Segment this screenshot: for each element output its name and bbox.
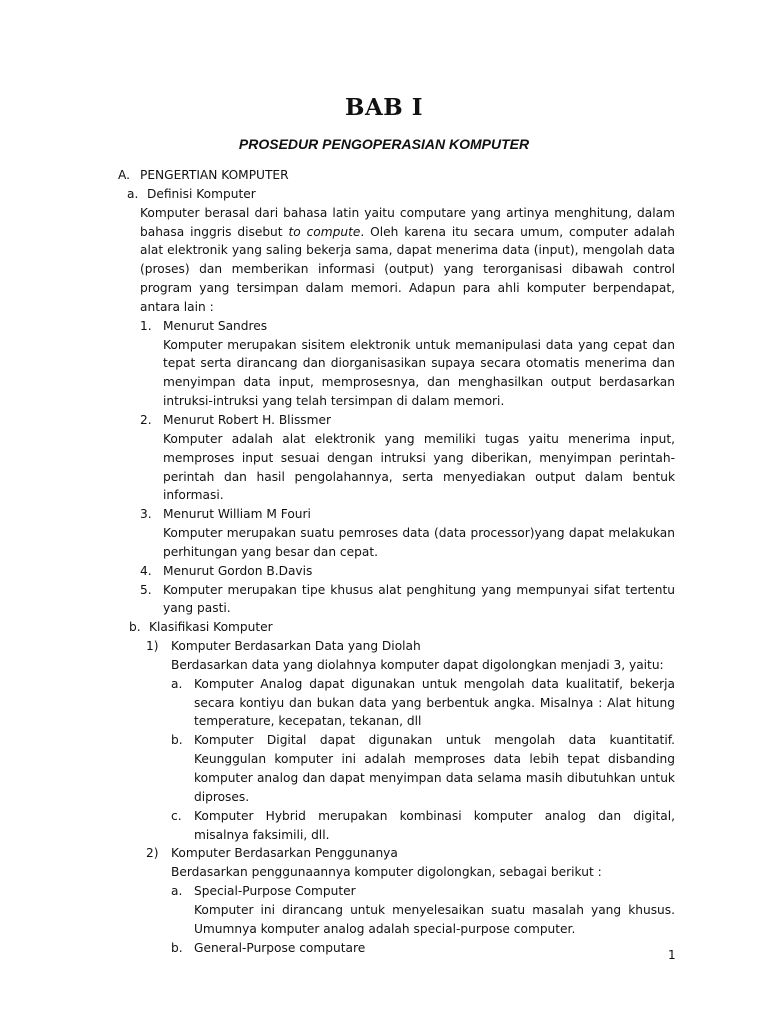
definition-paragraph <box>140 204 675 317</box>
entry-title: Special-Purpose Computer <box>194 884 356 899</box>
entry-title: General-Purpose computare <box>194 940 366 955</box>
expert-name: Menurut William M Fouri <box>163 507 311 522</box>
classification-intro: Berdasarkan penggunaannya komputer digolongkan, sebagai berikut : <box>171 865 602 880</box>
entry-text: Komputer Hybrid merupakan kombinasi komputer analog dan digital, misalnya faksimili, dll. <box>194 808 675 842</box>
expert-item <box>0 562 768 581</box>
subsection-b-marker: b. <box>129 620 141 635</box>
expert-number: 3. <box>140 507 152 522</box>
expert-item <box>0 411 768 505</box>
entry-marker: c. <box>171 808 182 823</box>
subsection-a-marker: a. <box>127 186 139 201</box>
chapter-title: PROSEDUR PENGOPERASIAN KOMPUTER <box>238 136 530 152</box>
classification-title: Komputer Berdasarkan Penggunanya <box>171 846 398 861</box>
definition-text-end: . Oleh karena itu secara umum, computer adalah alat elektronik yang saling bekerja sama, dapat menerima data (input), mengolah data (proses) dan memberikan informasi (output) yang terorganisasi dibawah control program yang tersimpan dalam memori. Adapun para ahli komputer berpendapat, antara lain : <box>140 224 675 314</box>
expert-name: Menurut Robert H. Blissmer <box>163 412 332 427</box>
subsection-a-title: Definisi Komputer <box>147 186 256 201</box>
entry-marker: a. <box>171 884 183 899</box>
entry-text: Komputer Analog dapat digunakan untuk mengolah data kualitatif, bekerja secara kontiyu dan bukan data yang berbentuk angka. Misalnya : Alat hitung temperature, kecepatan, tekanan, dll <box>194 676 675 729</box>
classification-heading <box>0 844 768 863</box>
section-a-title: PENGERTIAN KOMPUTER <box>140 168 289 182</box>
section-a-marker: A. <box>118 168 130 182</box>
expert-number: 1. <box>140 318 152 333</box>
expert-item <box>0 505 768 562</box>
entry-marker: b. <box>171 940 183 955</box>
definition-text-start: Komputer berasal dari bahasa latin yaitu computare yang artinya menghitung, dalam bahasa inggris disebut <box>140 205 675 239</box>
entry-marker: b. <box>171 733 183 748</box>
document-body <box>0 166 768 957</box>
expert-item <box>0 317 768 411</box>
expert-definition: Komputer adalah alat elektronik yang memiliki tugas yaitu menerima input, memproses input sesuai dengan intruksi yang diberikan, menyimpan perintah-perintah dan hasil pengolahannya, serta menyediakan output dalam bentuk informasi. <box>163 431 675 503</box>
chapter-heading: BAB I <box>345 94 423 121</box>
classification-entry <box>0 731 768 806</box>
expert-number: 5. <box>140 582 152 597</box>
classification-number: 1) <box>146 639 159 654</box>
expert-definition: Komputer merupakan sisitem elektronik untuk memanipulasi data yang cepat dan tepat serta dirancang dan diorganisasikan supaya secara otomatis menerima dan menyimpan data input, memprosesnya, dan menghasilkan output berdasarkan intruksi-intruksi yang telah tersimpan di dalam memori. <box>163 337 675 409</box>
classification-heading <box>0 637 768 656</box>
definition-italic-term: to compute <box>288 224 361 239</box>
classification-intro: Berdasarkan data yang diolahnya komputer dapat digolongkan menjadi 3, yaitu: <box>171 657 664 672</box>
page-number: 1 <box>668 948 676 962</box>
classification-number: 2) <box>146 846 159 861</box>
classification-entry <box>0 882 768 939</box>
entry-text: Komputer Digital dapat digunakan untuk mengolah data kuantitatif. Keunggulan komputer ini adalah memproses data lebih tepat disbanding komputer analog dan dapat menyimpan data selama masih dibutuhkan untuk diproses. <box>194 733 675 804</box>
entry-text: Komputer ini dirancang untuk menyelesaikan suatu masalah yang khusus. Umumnya komputer analog adalah special-purpose computer. <box>194 902 675 936</box>
classification-entry <box>0 807 768 845</box>
expert-number: 2. <box>140 412 152 427</box>
subsection-b-heading <box>0 618 768 637</box>
classification-entry <box>0 675 768 732</box>
expert-number: 4. <box>140 563 152 578</box>
subsection-a-heading <box>0 185 768 204</box>
expert-name: Menurut Gordon B.Davis <box>163 563 313 578</box>
subsection-b-title: Klasifikasi Komputer <box>149 620 273 635</box>
expert-definition: Komputer merupakan suatu pemroses data (data processor)yang dapat melakukan perhitungan yang besar dan cepat. <box>163 526 675 559</box>
classification-entry <box>0 939 768 958</box>
expert-name: Komputer merupakan tipe khusus alat penghitung yang mempunyai sifat tertentu yang pasti. <box>163 582 675 616</box>
section-a-heading <box>0 166 768 185</box>
expert-item <box>0 581 768 619</box>
entry-marker: a. <box>171 676 183 691</box>
expert-name: Menurut Sandres <box>163 318 268 333</box>
classification-title: Komputer Berdasarkan Data yang Diolah <box>171 639 421 654</box>
